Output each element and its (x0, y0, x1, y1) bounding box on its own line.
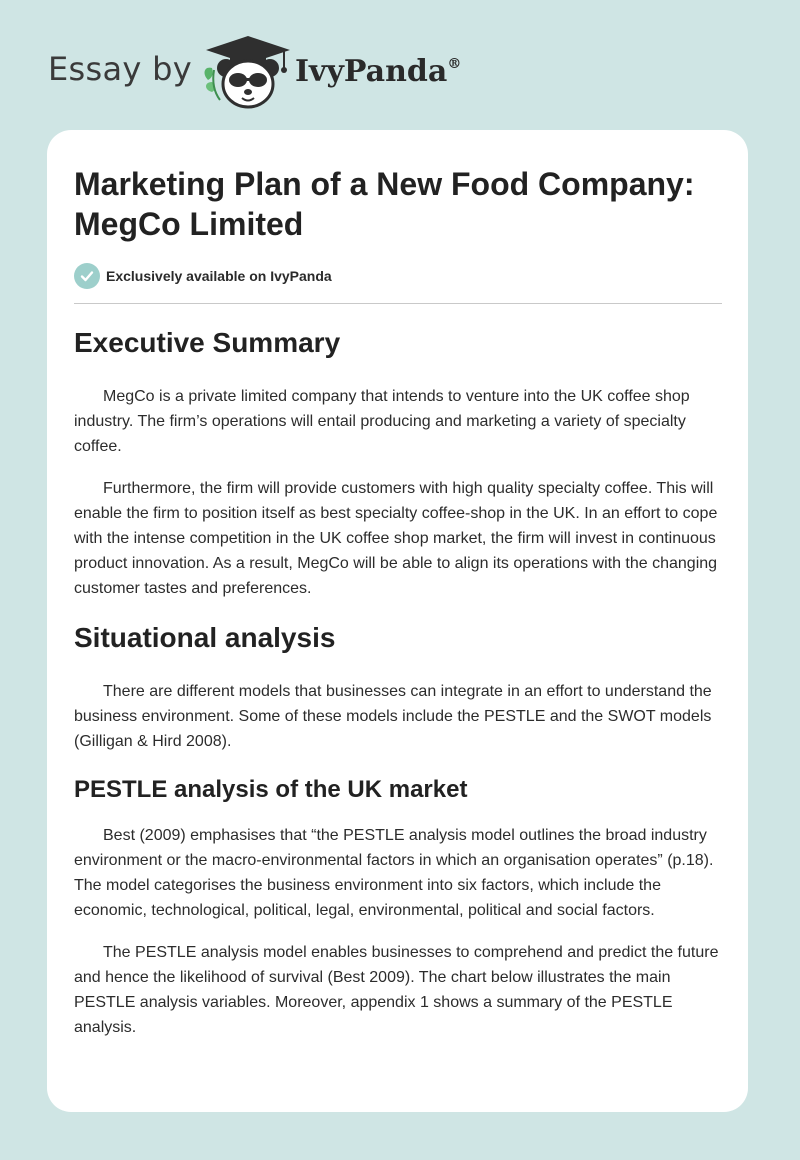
paragraph: There are different models that businesses can integrate in an effort to understand the business environment. Some of these models include the PESTLE and the SWOT models (Gilligan & Hird 2008). (74, 683, 712, 750)
panda-logo-icon[interactable] (200, 34, 296, 110)
article-body (74, 326, 722, 1040)
divider (74, 303, 722, 304)
check-icon (74, 263, 100, 289)
site-header (0, 0, 800, 130)
badge-text: Exclusively available on IvyPanda (106, 268, 332, 284)
page-title: Marketing Plan of a New Food Company: MegCo Limited (74, 166, 695, 242)
paragraph: The PESTLE analysis model enables businesses to comprehend and predict the future and hence the likelihood of survival (Best 2009). The chart below illustrates the main PESTLE analysis variables. Moreover, appendix 1 shows a summary of the PESTLE analysis. (74, 944, 719, 1036)
essay-card (47, 130, 748, 1112)
section-heading-situational-analysis: Situational analysis (74, 622, 336, 653)
paragraph: Furthermore, the firm will provide customers with high quality specialty coffee. This will enable the firm to position itself as best specialty coffee-shop in the UK. In an effort to cope with the intense competition in the UK coffee shop market, the firm will invest in continuous product innovation. As a result, MegCo will be able to align its operations with the changing customer tastes and preferences. (74, 480, 718, 597)
paragraph: MegCo is a private limited company that intends to venture into the UK coffee shop industry. The firm’s operations will entail producing and marketing a variety of specialty coffee. (74, 388, 690, 455)
section-heading-pestle: PESTLE analysis of the UK market (74, 776, 468, 803)
paragraph: Best (2009) emphasises that “the PESTLE analysis model outlines the broad industry environment or the macro-environmental factors in which an organisation operates” (p.18). The model categorises the business environment into six factors, which include the economic, technological, political, legal, environmental, political and social factors. (74, 827, 714, 919)
exclusive-badge (74, 263, 332, 289)
brand-name[interactable]: IvyPanda® (295, 54, 462, 89)
section-heading-executive-summary: Executive Summary (74, 327, 341, 358)
brand-prefix: Essay by (48, 50, 192, 88)
